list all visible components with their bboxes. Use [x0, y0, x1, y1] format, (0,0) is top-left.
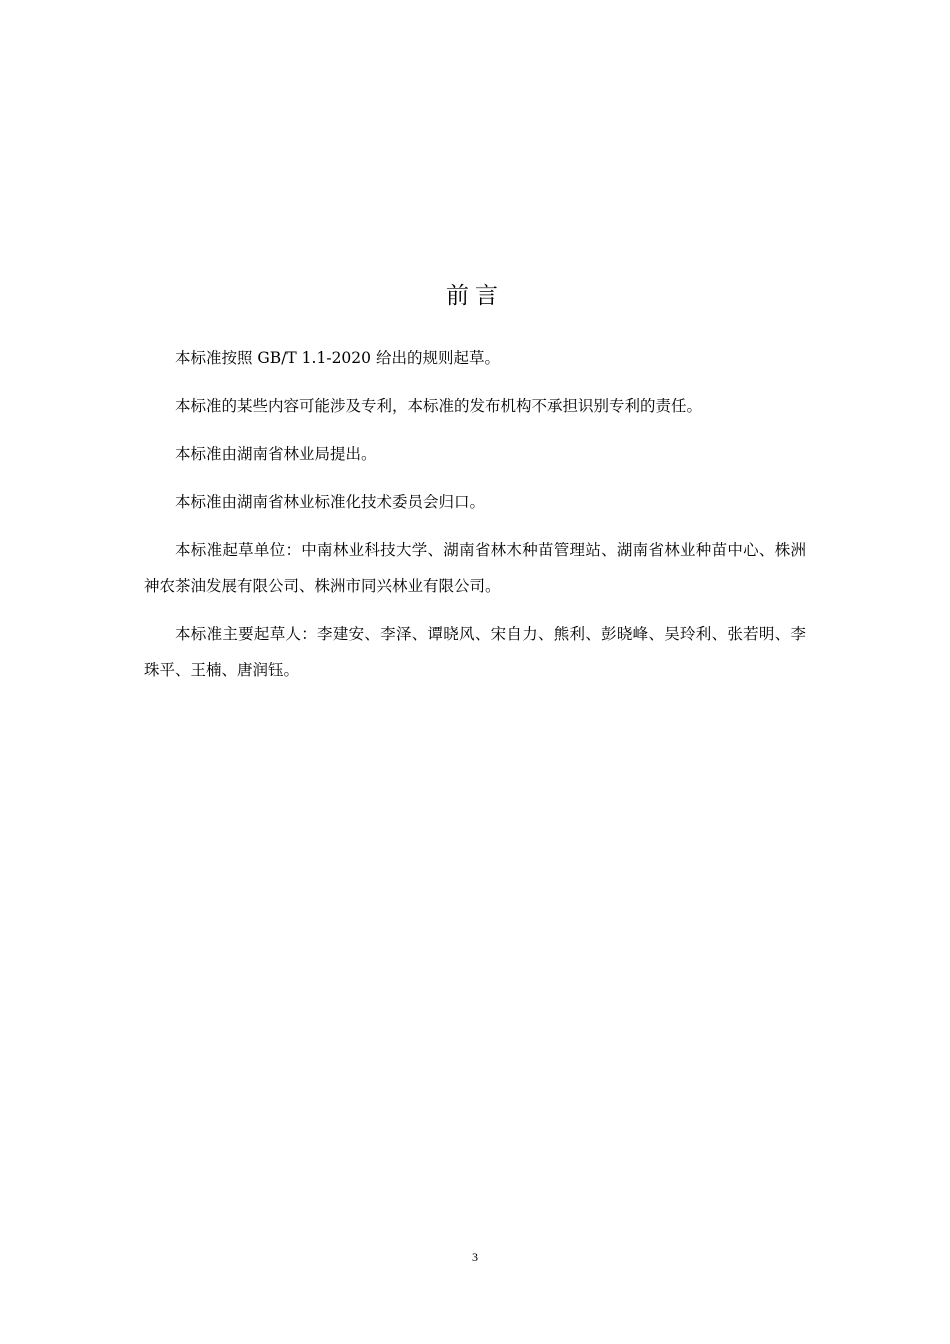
- paragraph-drafting-units: 本标准起草单位：中南林业科技大学、湖南省林木种苗管理站、湖南省林业种苗中心、株洲神农茶油发展有限公司、株洲市同兴林业有限公司。: [144, 541, 806, 595]
- foreword-body: [144, 340, 806, 700]
- paragraph-drafters: 本标准主要起草人：李建安、李泽、谭晓风、宋自力、熊利、彭晓峰、吴玲利、张若明、李珠平、王楠、唐润钰。: [144, 625, 806, 679]
- paragraph-patent-notice: 本标准的某些内容可能涉及专利，本标准的发布机构不承担识别专利的责任。: [175, 397, 703, 415]
- paragraph-committee: 本标准由湖南省林业标准化技术委员会归口。: [175, 493, 486, 511]
- page-title: 前言: [446, 283, 504, 309]
- page-number: 3: [472, 1250, 478, 1264]
- paragraph-drafting-rules: 本标准按照 GB/T 1.1-2020 给出的规则起草。: [175, 349, 500, 367]
- paragraph-proposer: 本标准由湖南省林业局提出。: [175, 445, 377, 463]
